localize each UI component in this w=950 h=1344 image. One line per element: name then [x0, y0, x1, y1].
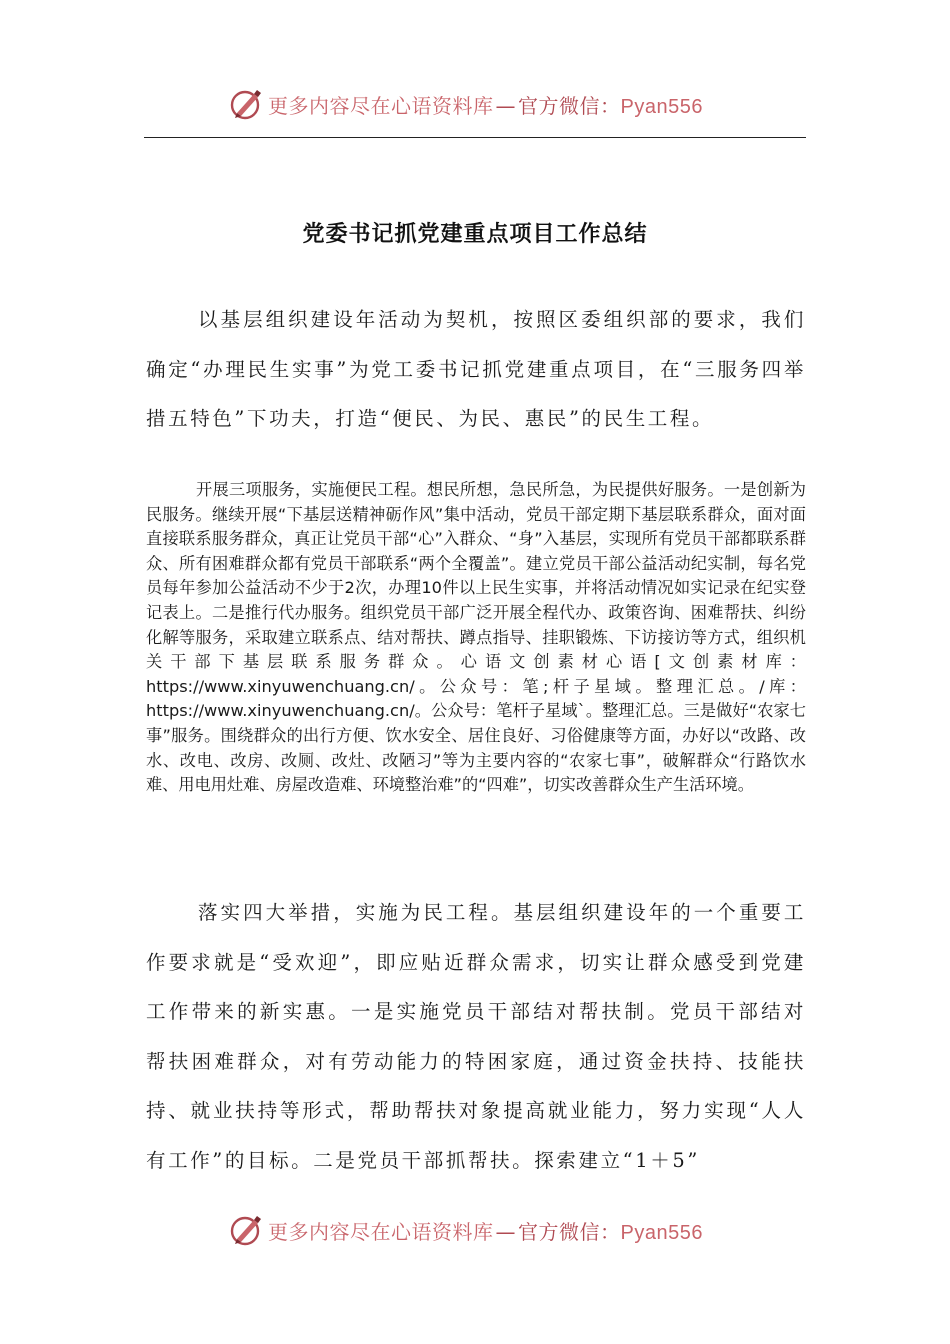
header-brand: 更多内容尽在心语资料库: [268, 93, 494, 118]
pen-logo-icon: [228, 1212, 264, 1248]
header-wechat-label: 官方微信：: [518, 93, 621, 118]
pen-logo-icon: [228, 86, 264, 122]
header-banner: [228, 84, 748, 124]
footer-wechat-label: 官方微信：: [518, 1219, 621, 1244]
paragraph-services: 开展三项服务，实施便民工程。想民所想，急民所急，为民提供好服务。一是创新为民服务。继续开展“下基层送精神砺作风”集中活动，党员干部定期下基层联系群众，面对面直接联系服务群众，真正让党员干部“心”入群众、“身”入基层，实现所有党员干部都联系群众、所有困难群众都有党员干部联系“两个全覆盖”。建立党员干部公益活动纪实制，每名党员每年参加公益活动不少于2次，办理10件以上民生实事，并将活动情况如实记录在纪实登记表上。二是推行代办服务。组织党员干部广泛开展全程代办、政策咨询、困难帮扶、纠纷化解等服务，采取建立联系点、结对帮扶、蹲点指导、挂职锻炼、下访接访等方式，组织机关干部下基层联系服务群众。心语文创素材心语[文创素材库：https://www.xinyuwenchuang.cn/。公众号：笔;杆子星域。整理汇总。/库：https://www.xinyuwenchuang.cn/。公众号：笔杆子星域`。整理汇总。三是做好“农家七事”服务。围绕群众的出行方便、饮水安全、居住良好、习俗健康等方面，办好以“改路、改水、改电、改房、改厕、改灶、改陋习”等为主要内容的“农家七事”，破解群众“行路饮水难、用电用灶难、房屋改造难、环境整治难”的“四难”，切实改善群众生产生活环境。: [146, 480, 806, 795]
document-title: 党委书记抓党建重点项目工作总结: [302, 222, 648, 247]
header-divider: [144, 137, 806, 138]
paragraph-measures: 落实四大举措，实施为民工程。基层组织建设年的一个重要工作要求就是“受欢迎”，即应贴近群众需求，切实让群众感受到党建工作带来的新实惠。一是实施党员干部结对帮扶制。党员干部结对帮扶困难群众，对有劳动能力的特困家庭，通过资金扶持、技能扶持、就业扶持等形式，帮助帮扶对象提高就业能力，努力实现“人人有工作”的目标。二是党员干部抓帮扶。探索建立“1＋5”: [146, 901, 806, 1172]
paragraph-intro: 以基层组织建设年活动为契机，按照区委组织部的要求，我们确定“办理民生实事”为党工委书记抓党建重点项目，在“三服务四举措五特色”下功夫，打造“便民、为民、惠民”的民生工程。: [146, 308, 806, 430]
footer-brand: 更多内容尽在心语资料库: [268, 1219, 494, 1244]
footer-banner: [228, 1210, 748, 1250]
header-text: [268, 90, 703, 119]
header-separator: —: [495, 93, 516, 118]
header-wechat-id: Pyan556: [620, 95, 703, 118]
footer-separator: —: [495, 1219, 516, 1244]
footer-text: [268, 1216, 703, 1245]
footer-wechat-id: Pyan556: [620, 1221, 703, 1244]
